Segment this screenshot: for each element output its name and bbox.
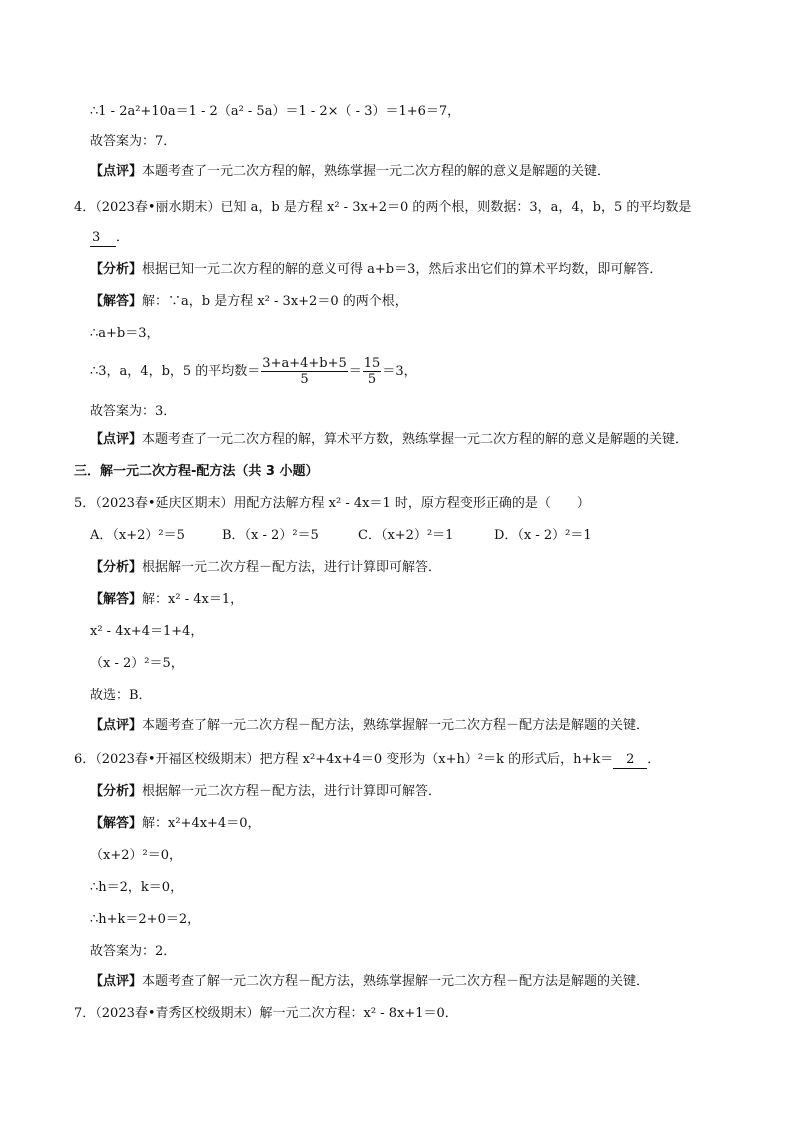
analysis-tag: 【分析】 [90,560,143,575]
comment-tag: 【点评】 [90,718,143,733]
solution-step: ∴h+k＝2+0＝2， [90,912,201,927]
comment-line [90,432,688,448]
question-end: ． [116,230,130,245]
solution-tag: 【解答】 [90,592,143,607]
question-4: 4．（2023春•丽水期末）已知 a，b 是方程 x² - 3x+2＝0 的两个根，则数据：3，a，4，b，5 的平均数是 [74,200,692,215]
solution-text: 解：∵a，b 是方程 x² - 3x+2＝0 的两个根， [142,294,408,309]
solution-text: 解：x²+4x+4＝0， [142,816,261,831]
answer-line: 故答案为：7． [90,134,177,149]
step-text: ＝3， [382,364,417,379]
comment-tag: 【点评】 [90,432,143,447]
fraction [261,356,347,387]
comment-tag: 【点评】 [90,974,143,989]
solution-step: （x+2）²＝0， [90,848,182,863]
solution-line [90,816,261,832]
comment-line [90,974,649,990]
analysis-text: 根据解一元二次方程－配方法，进行计算即可解答． [142,784,442,799]
answer-line: 故答案为：3． [90,404,177,419]
solution-line [90,592,243,608]
question-5-options [90,528,592,544]
question-6 [74,752,660,769]
fill-blank: 2 [613,752,647,769]
solution-step: x² - 4x+4＝1+4， [90,624,204,639]
comment-text: 本题考查了解一元二次方程－配方法，熟练掌握解一元二次方程－配方法是解题的关键． [142,974,650,989]
analysis-text: 根据解一元二次方程－配方法，进行计算即可解答． [142,560,442,575]
comment-line [90,718,649,734]
fraction-numerator: 15 [363,356,381,371]
question-4-answer-line [90,230,129,247]
question-text: 6．（2023春•开福区校级期末）把方程 x²+4x+4＝0 变形为（x+h）²＝k 的形式后，h+k＝ [74,752,614,767]
option-c: C．（x+2）²＝1 [358,528,454,543]
equals-sign: ＝ [348,364,362,379]
fraction-numerator: 3+a+4+b+5 [262,356,347,371]
analysis-text: 根据已知一元二次方程的解的意义可得 a+b＝3，然后求出它们的算术平均数，即可解答． [142,262,663,277]
solution-step: ∴h＝2，k＝0， [90,880,184,895]
solution-line [90,294,408,310]
solution-step-fraction [90,356,417,388]
question-5: 5．（2023春•延庆区期末）用配方法解方程 x² - 4x＝1 时，原方程变形正确的是（ ） [74,496,590,511]
fraction-denominator: 5 [367,372,377,387]
option-b: B．（x - 2）²＝5 [222,528,319,543]
solution-step: ∴a+b＝3， [90,326,160,341]
fill-blank: 3 [90,230,116,247]
solution-step: （x - 2）²＝5， [90,656,184,671]
comment-text: 本题考查了一元二次方程的解，熟练掌握一元二次方程的解的意义是解题的关键． [142,164,611,179]
fraction [363,356,382,387]
comment-text: 本题考查了解一元二次方程－配方法，熟练掌握解一元二次方程－配方法是解题的关键． [142,718,650,733]
option-a: A．（x+2）²＝5 [90,528,185,543]
step-text: ∴3，a，4，b，5 的平均数＝ [90,364,261,379]
answer-line: 故选：B． [90,688,152,703]
section-heading: 三．解一元二次方程-配方法（共 3 小题） [74,464,319,479]
option-d: D．（x - 2）²＝1 [494,528,592,543]
analysis-line [90,784,441,800]
analysis-tag: 【分析】 [90,262,143,277]
solution-tag: 【解答】 [90,294,143,309]
question-7: 7．（2023春•青秀区校级期末）解一元二次方程：x² - 8x+1＝0． [74,1006,458,1021]
analysis-line [90,262,662,278]
solution-line: ∴1 - 2a²+10a＝1 - 2（a² - 5a）＝1 - 2×（ - 3）＝1+6＝7， [90,104,461,119]
fraction-denominator: 5 [300,372,309,387]
question-end: ． [647,752,661,767]
comment-line [90,164,610,180]
solution-tag: 【解答】 [90,816,143,831]
analysis-line [90,560,441,576]
solution-text: 解：x² - 4x＝1， [142,592,244,607]
analysis-tag: 【分析】 [90,784,143,799]
comment-tag: 【点评】 [90,164,143,179]
comment-text: 本题考查了一元二次方程的解，算术平方数，熟练掌握一元二次方程的解的意义是解题的关键． [142,432,689,447]
answer-line: 故答案为：2． [90,944,177,959]
